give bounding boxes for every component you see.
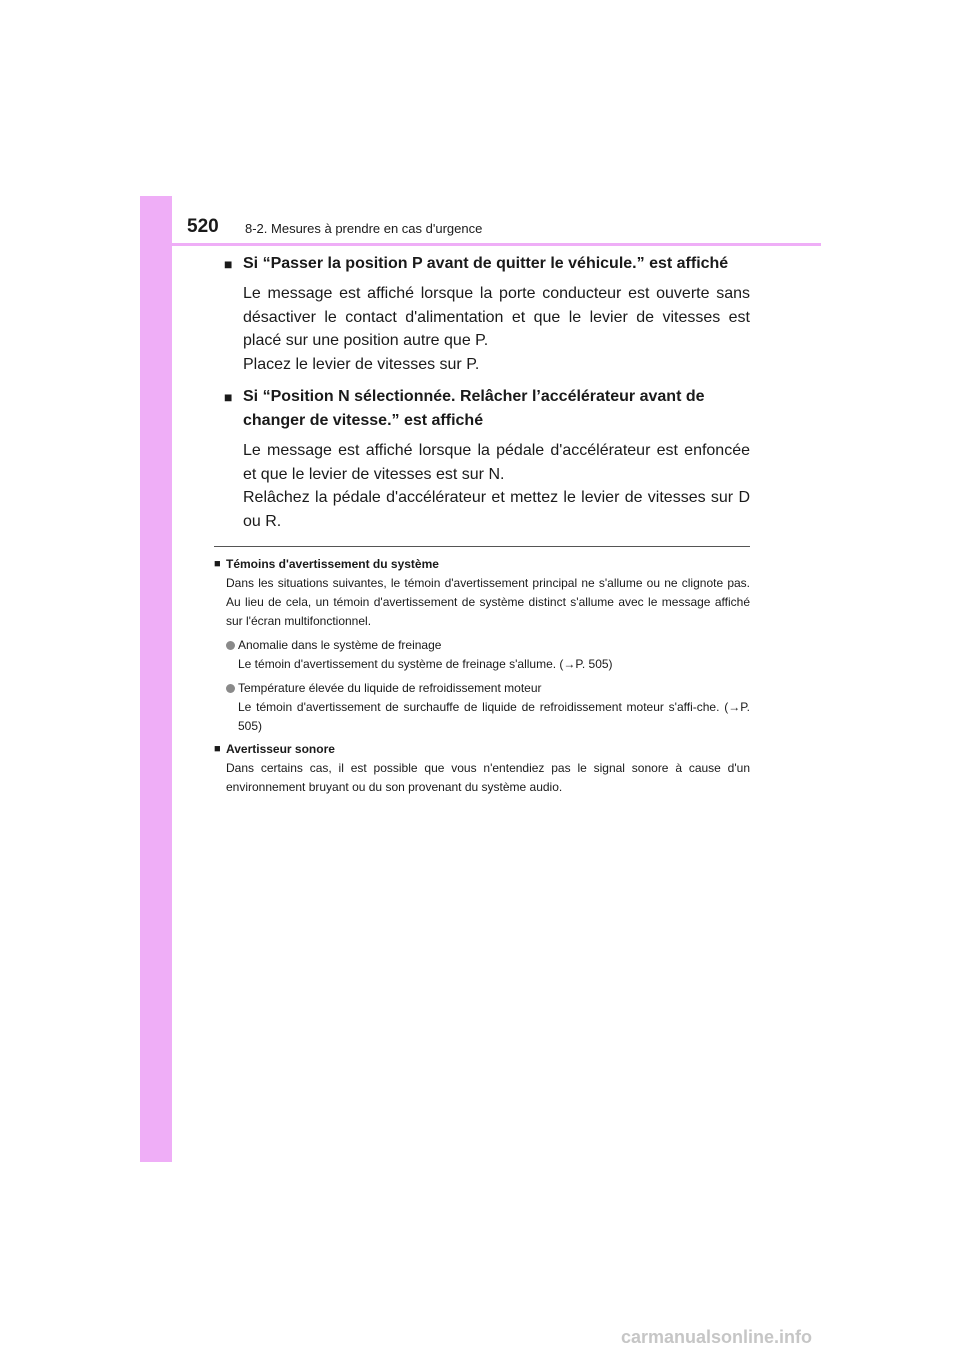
note-heading xyxy=(214,555,750,574)
item-instruction: Placez le levier de vitesses sur P. xyxy=(243,355,480,373)
note-heading-text: Avertisseur sonore xyxy=(226,742,335,756)
list-item xyxy=(226,679,750,736)
note-body: Dans certains cas, il est possible que vous n'entendiez pas le signal sonore à cause d'un environnement bruyant ou du son provenant du système audio. xyxy=(226,761,750,794)
item-body: Le message est affiché lorsque la pédale d'accélérateur est enfoncée et que le levier de vitesses est sur N. xyxy=(243,442,750,483)
list-item xyxy=(226,636,750,674)
square-bullet-icon: ■ xyxy=(214,743,221,755)
page-number: 520 xyxy=(187,216,219,237)
round-bullet-icon xyxy=(226,641,235,650)
note-body: Dans les situations suivantes, le témoin d'avertissement principal ne s'allume ou ne clignote pas. Au lieu de cela, un témoin d'avertissement de système distinct s'allume avec le message affiché sur l'écran multifonctionnel. xyxy=(226,576,750,628)
header-rule xyxy=(140,243,821,246)
list-item-title: Anomalie dans le système de freinage xyxy=(238,638,442,652)
side-tab-band xyxy=(140,196,172,1162)
note-heading-text: Témoins d'avertissement du système xyxy=(226,557,439,571)
item-heading-text: Si “Passer la position P avant de quitter le véhicule.” est affiché xyxy=(243,255,729,272)
item-heading xyxy=(214,385,750,433)
watermark-text: carmanualsonline.info xyxy=(621,1327,813,1347)
list-item-detail: Le témoin d'avertissement du système de freinage s'allume. (→P. 505) xyxy=(238,657,613,671)
section-title: 8-2. Mesures à prendre en cas d'urgence xyxy=(245,221,483,236)
item-heading xyxy=(214,252,750,276)
square-bullet-icon: ■ xyxy=(214,558,221,570)
note-heading xyxy=(214,740,750,759)
page-content xyxy=(214,252,750,797)
list-item-title: Température élevée du liquide de refroidissement moteur xyxy=(238,681,542,695)
square-bullet-icon: ■ xyxy=(224,389,233,405)
square-bullet-icon: ■ xyxy=(224,256,233,272)
item-heading-text: Si “Position N sélectionnée. Relâcher l’accélérateur avant de changer de vitesse.” est affiché xyxy=(243,388,705,429)
notes-divider xyxy=(214,546,750,547)
list-item-detail: Le témoin d'avertissement de surchauffe de liquide de refroidissement moteur s'affi-che. (→P. 505) xyxy=(238,700,750,733)
item-body: Le message est affiché lorsque la porte conducteur est ouverte sans désactiver le contact d'alimentation et que le levier de vitesses est placé sur une position autre que P. xyxy=(243,285,750,349)
item-instruction: Relâchez la pédale d'accélérateur et mettez le levier de vitesses sur D ou R. xyxy=(243,489,750,530)
round-bullet-icon xyxy=(226,684,235,693)
